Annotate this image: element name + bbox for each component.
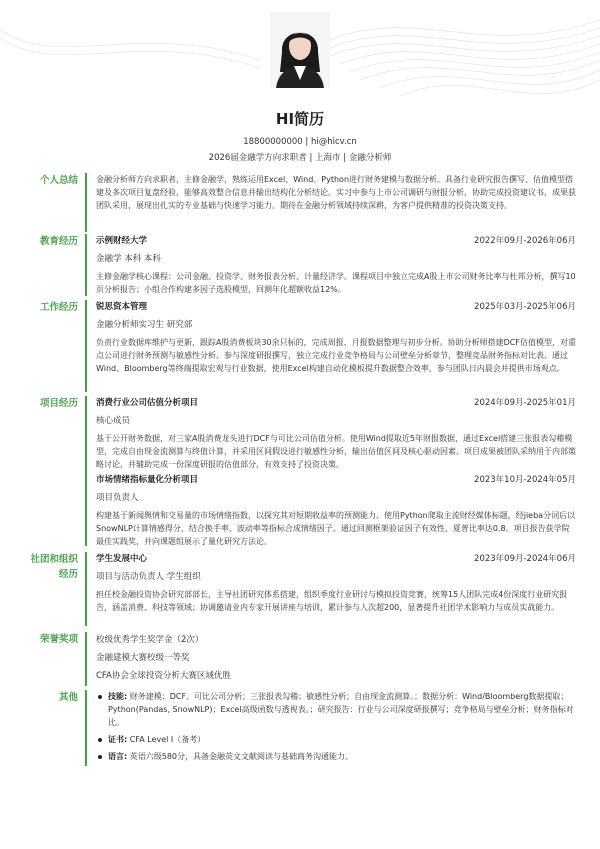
summary-text: 金融分析师方向求职者，主修金融学，熟练运用Excel、Wind、Python进行财务建模与数据分析。具备行业研究报告撰写、估值模型搭建及多次项目复盘经验，能够高效整合信息并输出结构化分析结论。实习中参与上市公司调研与财报分析，协助完成投资建议书，成果获团队采用，展现出扎实的专业基础与快速学习能力。期待在金融分析领域持续深耕，为客户提供精准的投资决策支持。 bbox=[96, 175, 576, 210]
skill-item bbox=[96, 690, 576, 729]
projects-content bbox=[96, 396, 576, 548]
work-date: 2025年03月-2025年06月 bbox=[474, 302, 576, 312]
project-header-row bbox=[96, 396, 576, 411]
section-title-campus-line2: 经历 bbox=[58, 569, 78, 580]
skill-label: 技能: bbox=[108, 692, 128, 701]
work-content bbox=[96, 300, 576, 375]
award-item: 校级优秀学生奖学金（2次） bbox=[96, 635, 204, 645]
project-text: 基于公开财务数据，对三家A股消费龙头进行DCF与可比公司估值分析。使用Wind提取近5年财报数据，通过Excel搭建三张报表勾稽模型，完成自由现金流测算与终值计算，并采用区间假设进行敏感性分析，输出估值区间及核心驱动因素。项目成果被团队采纳用于内部策略讨论，并辅助完成一份深度研报的估值部分，有效支持了投资决策。 bbox=[96, 434, 576, 469]
language-text: 英语六级580分，具备金融英文文献阅读与基础商务沟通能力。 bbox=[129, 752, 354, 761]
section-education bbox=[0, 234, 600, 296]
award-item: CFA协会全球投资分析大赛区域优胜 bbox=[96, 671, 231, 681]
project-role: 项目负责人 bbox=[96, 493, 139, 503]
section-title-work: 工作经历 bbox=[39, 302, 78, 313]
avatar-photo bbox=[270, 12, 330, 88]
awards-content bbox=[96, 632, 576, 684]
education-date: 2022年09月-2026年06月 bbox=[474, 236, 576, 246]
resume-name: HI简历 bbox=[275, 110, 325, 128]
education-header-row bbox=[96, 234, 576, 249]
section-accent-line bbox=[85, 173, 87, 232]
contact-info: 18800000000 | hi@hicv.cn bbox=[243, 137, 357, 147]
section-title-campus bbox=[16, 552, 78, 582]
section-summary bbox=[0, 173, 600, 232]
education-content bbox=[96, 234, 576, 296]
section-title-campus-line1: 社团和组织 bbox=[30, 554, 78, 565]
section-title-projects: 项目经历 bbox=[39, 398, 78, 409]
section-accent-line bbox=[85, 300, 87, 392]
work-role: 金融分析师实习生 研究部 bbox=[96, 320, 193, 330]
campus-text: 担任校金融投资协会研究部部长，主导社团研究体系搭建，组织季度行业研讨与模拟投资竞赛，统筹15人团队完成4份深度行业研究报告，涵盖消费、科技等领域；协调邀请业内专家开展讲座与培训，累计参与人次超200，显著提升社团学术影响力与成员实战能力。 bbox=[96, 590, 568, 612]
certificate-text: CFA Level I（备考） bbox=[129, 735, 206, 744]
section-title-education: 教育经历 bbox=[39, 236, 78, 247]
work-header-row bbox=[96, 300, 576, 315]
language-label: 语言: bbox=[108, 752, 128, 761]
project-name: 市场情绪指标量化分析项目 bbox=[96, 475, 199, 485]
section-accent-line bbox=[85, 552, 87, 626]
campus-header-row bbox=[96, 552, 576, 567]
bullet-dot-icon bbox=[98, 755, 102, 759]
education-text: 主修金融学核心课程：公司金融、投资学、财务报表分析、计量经济学。课程项目中独立完成A股上市公司财务比率与杜邦分析，撰写10页分析报告；小组合作构建多因子选股模型，回测年化超额收益12%。 bbox=[96, 272, 576, 294]
section-other bbox=[0, 690, 600, 766]
project-item bbox=[96, 473, 576, 548]
work-text: 负责行业数据库维护与更新，跟踪A股消费板块30余只标的，完成周报、月报数据整理与初步分析。协助分析师搭建DCF估值模型，对重点公司进行财务预测与敏感性分析。参与深度研报撰写，独立完成行业竞争格局与公司壁垒分析章节，整理竞品财务指标对比表。通过Wind、Bloomberg等终端提取宏观与行业数据，使用Excel构建自动化模板提升数据整合效率，参与团队日内晨会并提供市场观点。 bbox=[96, 338, 576, 373]
campus-date: 2023年09月-2024年06月 bbox=[474, 554, 576, 564]
section-title-other: 其他 bbox=[58, 692, 78, 703]
project-name: 消费行业公司估值分析项目 bbox=[96, 398, 199, 408]
project-item bbox=[96, 396, 576, 471]
summary-content bbox=[96, 173, 576, 212]
section-title-awards: 荣誉奖项 bbox=[39, 634, 78, 645]
skill-text: 财务建模：DCF、可比公司分析；三张报表勾稽；敏感性分析；自由现金流测算。；数据分析：Wind/Bloomberg数据提取；Python(Pandas, SnowNLP)；Excel高级函数与透视表。；研究报告：行业与公司深度研报撰写；竞争格局与壁垒分析；财务指标对比。 bbox=[108, 692, 574, 727]
language-item bbox=[96, 750, 576, 763]
project-date: 2024年09月-2025年01月 bbox=[474, 398, 576, 408]
org-name: 学生发展中心 bbox=[96, 554, 148, 564]
other-content bbox=[96, 690, 576, 763]
section-campus bbox=[0, 552, 600, 626]
section-work bbox=[0, 300, 600, 392]
section-accent-line bbox=[85, 632, 87, 686]
bullet-dot-icon bbox=[98, 738, 102, 742]
award-item: 金融建模大赛校级一等奖 bbox=[96, 653, 190, 663]
section-accent-line bbox=[85, 690, 87, 766]
job-intent: 2026届金融学方向求职者 | 上海市 | 金融分析师 bbox=[208, 153, 392, 163]
section-awards bbox=[0, 632, 600, 686]
certificate-label: 证书: bbox=[108, 735, 128, 744]
school-name: 示例财经大学 bbox=[96, 236, 148, 246]
section-accent-line bbox=[85, 396, 87, 546]
education-degree: 金融学 本科 本科 bbox=[96, 254, 161, 264]
section-projects bbox=[0, 396, 600, 546]
project-text: 构建基于新闻舆情和交易量的市场情绪指数，以探究其对短期收益率的预测能力。使用Python爬取主流财经媒体标题，经jieba分词后以SnowNLP计算情感得分，结合换手率、波动率等指标合成情绪因子。通过回测框架验证因子有效性，夏普比率达0.8。项目报告获学院最佳实践奖，并向课题组展示了量化研究方法论。 bbox=[96, 511, 576, 546]
campus-role: 项目与活动负责人 学生组织 bbox=[96, 572, 201, 582]
bullet-dot-icon bbox=[98, 695, 102, 699]
certificate-item bbox=[96, 733, 576, 746]
project-date: 2023年10月-2024年05月 bbox=[474, 475, 576, 485]
project-role: 核心成员 bbox=[96, 416, 131, 426]
project-header-row bbox=[96, 473, 576, 488]
campus-content bbox=[96, 552, 576, 614]
company-name: 锐思资本管理 bbox=[96, 302, 148, 312]
avatar bbox=[270, 12, 330, 88]
section-title-summary: 个人总结 bbox=[39, 175, 78, 186]
section-accent-line bbox=[85, 234, 87, 296]
